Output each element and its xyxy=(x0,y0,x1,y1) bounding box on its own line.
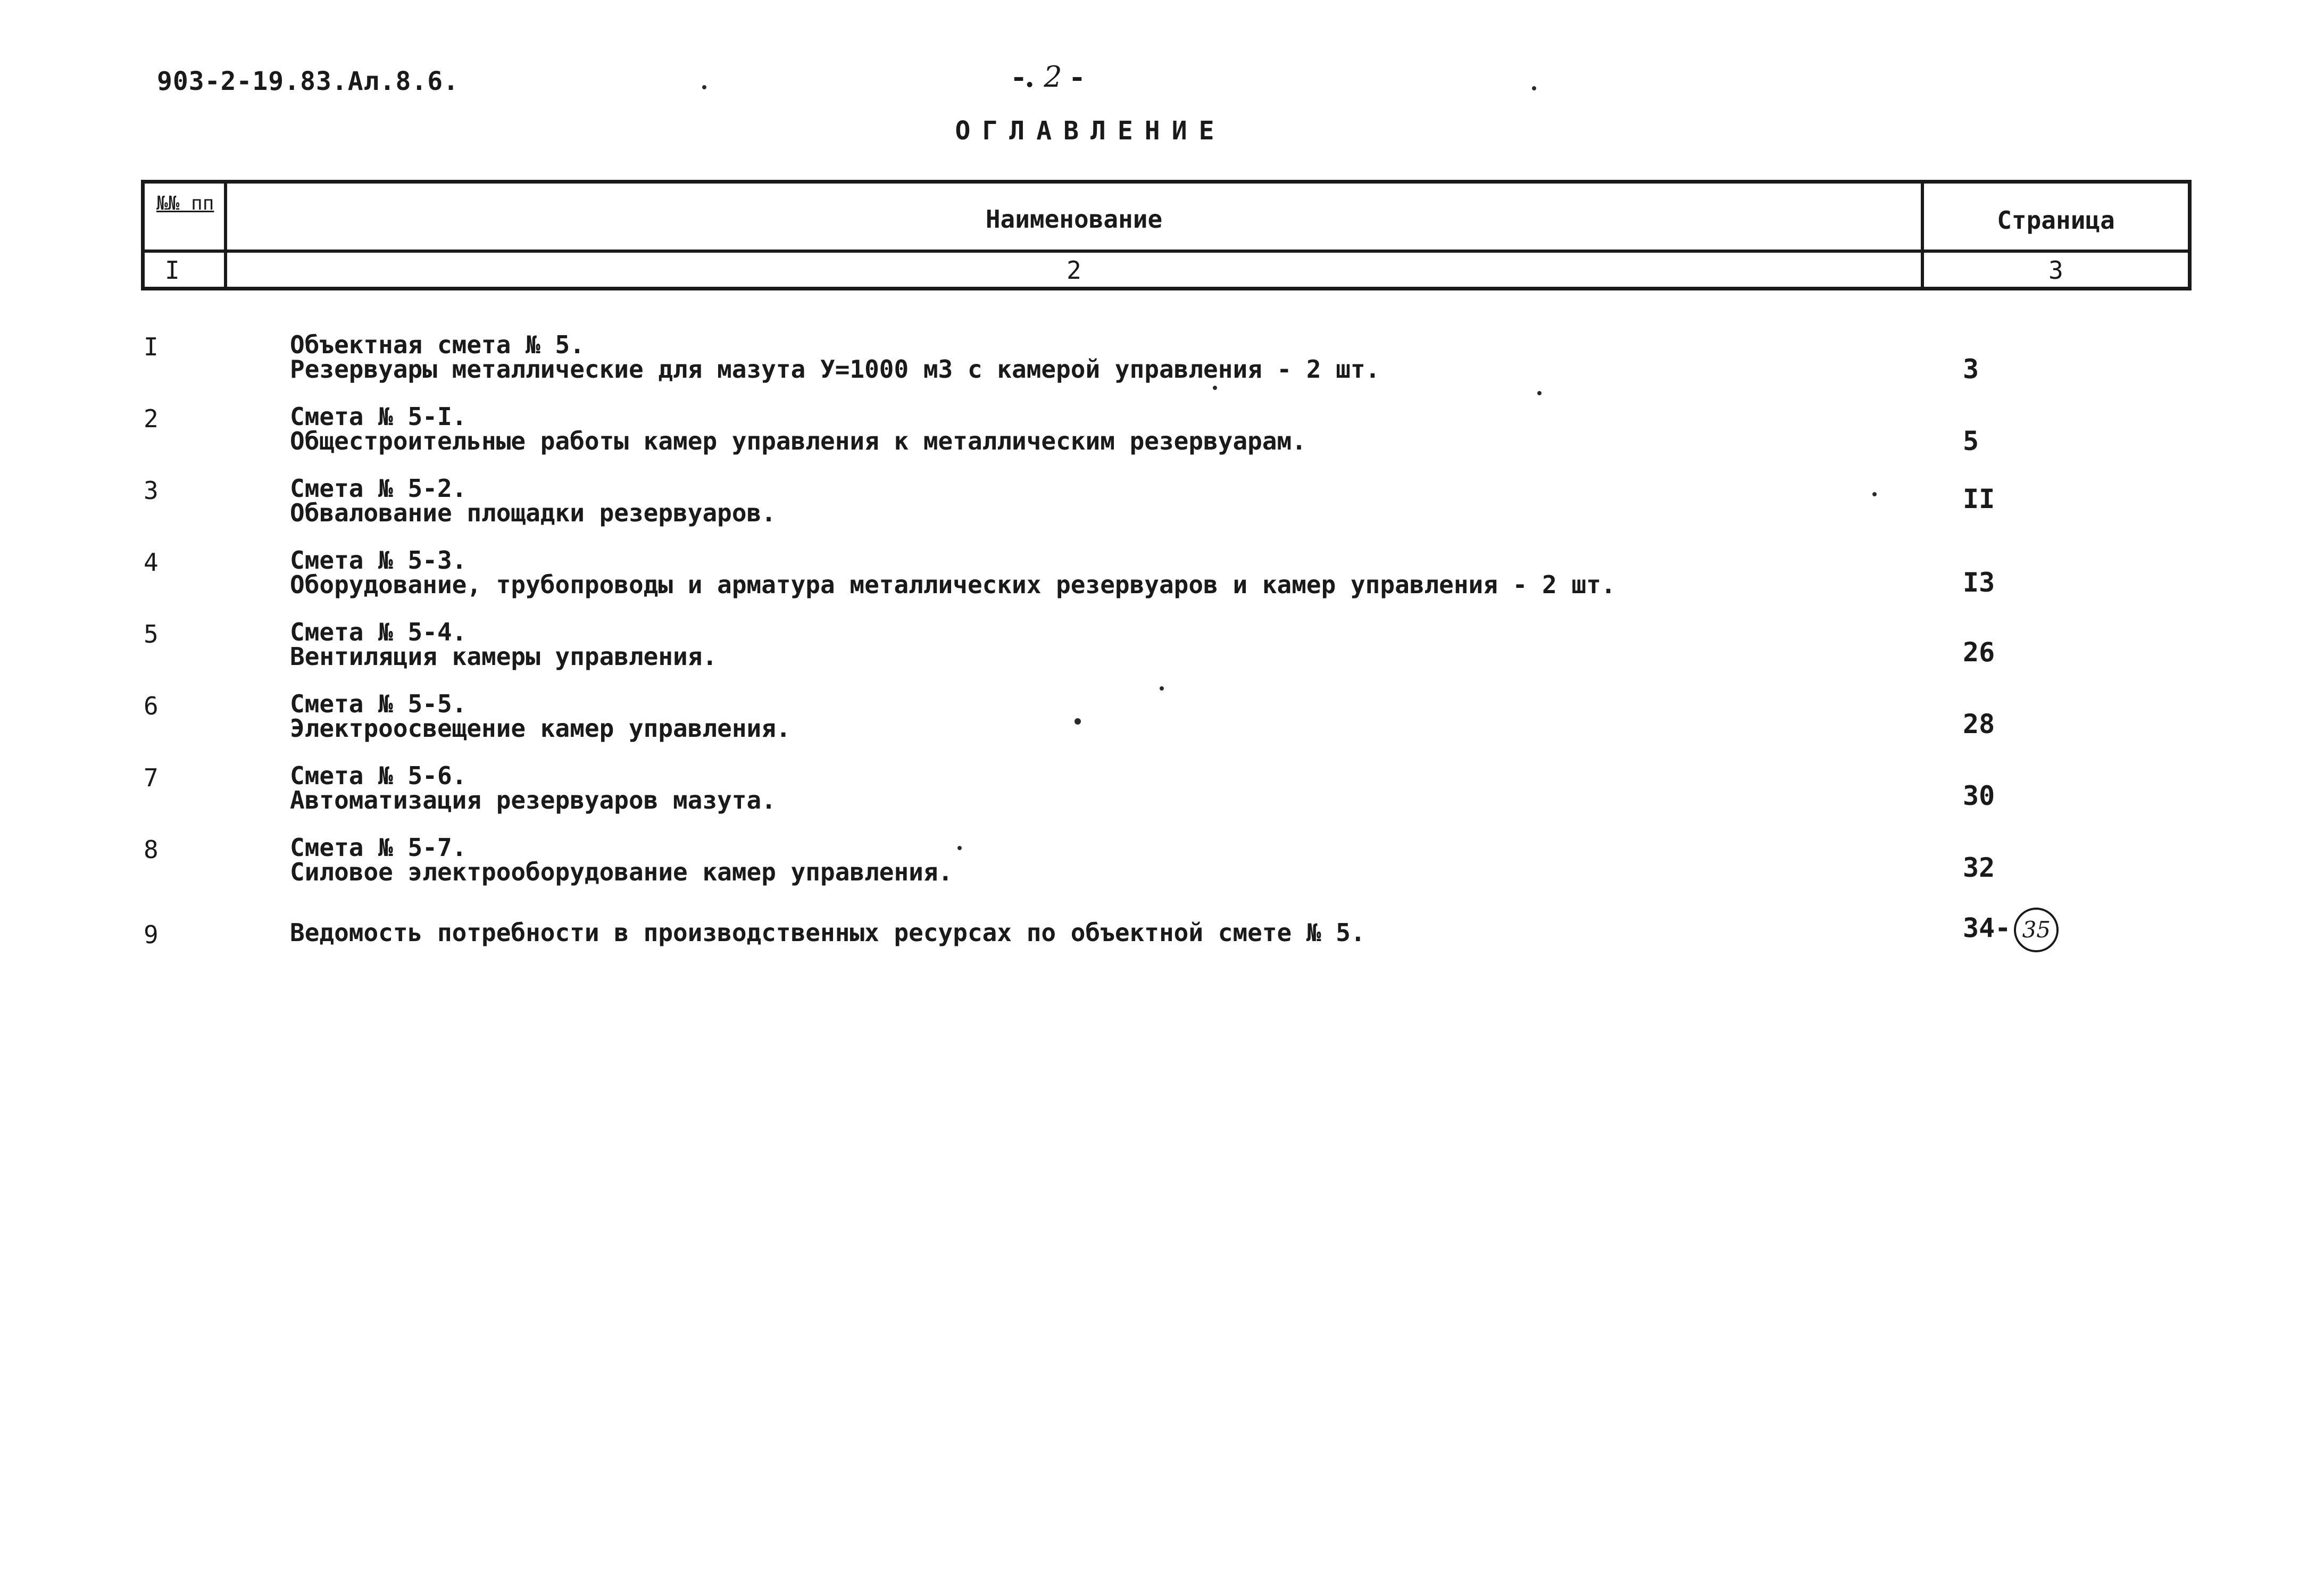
scan-speck xyxy=(1074,718,1081,725)
page-number-value: 2 xyxy=(1044,60,1062,94)
header-cell-name xyxy=(227,184,1924,250)
toc-entry xyxy=(0,476,2324,540)
document-code: 903-2-19.83.Ал.8.6. xyxy=(157,67,460,96)
col-name-index: 2 xyxy=(1067,256,1081,285)
entry-description: Автоматизация резервуаров мазута. xyxy=(290,786,776,814)
scan-speck xyxy=(1213,386,1217,390)
entry-number: 7 xyxy=(144,763,159,792)
entry-number: 2 xyxy=(144,404,159,433)
index-cell-name xyxy=(227,253,1924,287)
entry-page-value: 26 xyxy=(1963,637,1995,668)
entry-number: 8 xyxy=(144,835,159,864)
entry-page xyxy=(1963,709,2101,739)
entry-title: Смета № 5-4. xyxy=(290,618,467,646)
col-page-label: Страница xyxy=(1997,206,2115,235)
toc-entry xyxy=(0,835,2324,899)
entry-description: Силовое электрооборудование камер управления. xyxy=(290,858,953,886)
col-page-index: 3 xyxy=(2048,256,2063,285)
entry-page xyxy=(1963,637,2101,668)
entry-page xyxy=(1963,780,2101,811)
entry-number: 3 xyxy=(144,476,159,505)
entry-page xyxy=(1963,567,2101,598)
index-cell-num xyxy=(145,253,227,287)
entry-number: 6 xyxy=(144,692,159,720)
toc-entry xyxy=(0,620,2324,684)
toc-entry xyxy=(0,330,2324,396)
entry-number: 5 xyxy=(144,620,159,649)
entry-description: Вентиляция камеры управления. xyxy=(290,642,718,671)
entry-title: Смета № 5-5. xyxy=(290,689,467,718)
entry-number: 4 xyxy=(144,548,159,577)
entry-page xyxy=(1963,484,2101,514)
scan-speck xyxy=(702,85,706,89)
entry-title: Объектная смета № 5. xyxy=(290,330,585,359)
scan-speck xyxy=(1537,391,1542,395)
header-cell-num xyxy=(145,184,227,250)
scan-speck xyxy=(1160,686,1164,691)
entry-description: Оборудование, трубопроводы и арматура металлических резервуаров и камер управления - 2 шт. xyxy=(290,570,1616,599)
entry-description: Ведомость потребности в производственных ресурсах по объектной смете № 5. xyxy=(290,918,1365,947)
toc-entry xyxy=(0,763,2324,827)
toc-entry xyxy=(0,912,2324,984)
entry-number: I xyxy=(144,333,159,361)
page-number xyxy=(984,60,1112,94)
entry-page-value: 34- xyxy=(1963,912,2011,944)
entry-description: Резервуары металлические для мазута У=1000 м3 с камерой управления - 2 шт. xyxy=(290,355,1380,384)
entry-title: Смета № 5-I. xyxy=(290,402,467,431)
entry-page xyxy=(1963,908,2101,952)
entry-page-value: 28 xyxy=(1963,709,1995,739)
page-title: ОГЛАВЛЕНИЕ xyxy=(955,116,1226,146)
circled-page-mark: 35 xyxy=(2014,908,2059,952)
entry-title: Смета № 5-7. xyxy=(290,833,467,862)
col-name-label: Наименование xyxy=(985,205,1163,234)
entry-title: Смета № 5-2. xyxy=(290,474,467,503)
entry-page-value: 5 xyxy=(1963,426,1979,456)
entry-page xyxy=(1963,354,2101,385)
col-num-label: №№ пп xyxy=(156,193,214,214)
page-number-dash-left: -. xyxy=(1012,60,1035,94)
entry-title: Смета № 5-6. xyxy=(290,761,467,790)
toc-entry xyxy=(0,689,2324,755)
scan-speck xyxy=(1872,492,1877,496)
col-num-index: I xyxy=(165,256,180,285)
header-cell-page xyxy=(1924,184,2188,250)
entry-description: Электроосвещение камер управления. xyxy=(290,714,791,743)
entry-page-value: II xyxy=(1963,484,1995,514)
entry-description: Обвалование площадки резервуаров. xyxy=(290,498,776,527)
entry-number: 9 xyxy=(144,920,159,949)
entry-page xyxy=(1963,426,2101,456)
scan-speck xyxy=(957,846,962,850)
entry-page-value: 3 xyxy=(1963,354,1979,385)
index-cell-page xyxy=(1924,253,2188,287)
scan-speck xyxy=(1532,86,1536,90)
entry-title: Смета № 5-3. xyxy=(290,546,467,575)
toc-entry xyxy=(0,548,2324,612)
entry-page-value: 30 xyxy=(1963,780,1995,811)
entry-description: Общестроительные работы камер управления к металлическим резервуарам. xyxy=(290,427,1306,455)
toc-entry xyxy=(0,404,2324,468)
entry-page xyxy=(1963,852,2101,883)
page-number-dash-right: - xyxy=(1071,60,1084,94)
header-row-indices xyxy=(145,253,2188,287)
toc-header-table xyxy=(141,180,2192,290)
header-row-labels xyxy=(145,184,2188,253)
entry-page-value: I3 xyxy=(1963,567,1995,598)
entry-page-value: 32 xyxy=(1963,852,1995,883)
